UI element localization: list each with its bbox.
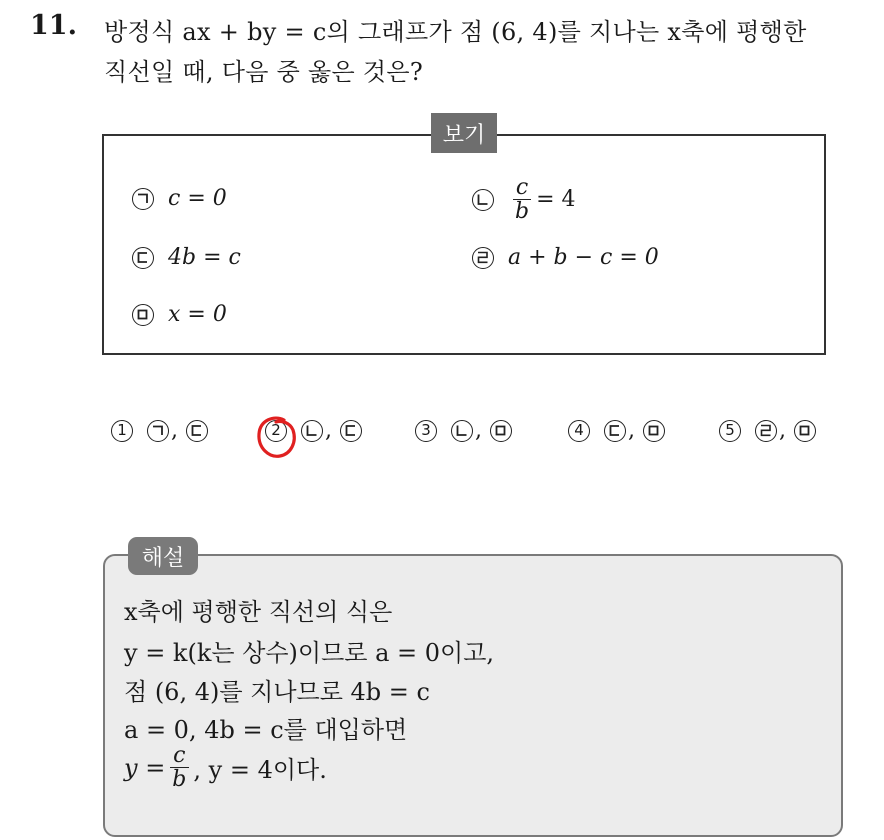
digeut-circle-icon: [186, 420, 208, 442]
mieum-circle-icon: [490, 420, 512, 442]
choice-number: 4: [568, 420, 590, 442]
answer-choices: [108, 418, 828, 458]
mieum-circle-icon: [132, 304, 154, 326]
choice-number: 2: [265, 420, 287, 442]
explanation-line-2: y = k(k는 상수)이므로 a = 0이고,: [124, 639, 495, 667]
nieun-circle-icon: [301, 420, 323, 442]
choice-number: 5: [719, 420, 741, 442]
bogi-item-giyeok: [132, 186, 227, 211]
explanation-line-1: x축에 평행한 직선의 식은: [124, 598, 393, 626]
fraction-numerator: c: [513, 176, 531, 200]
bogi-item-text: x = 0: [168, 302, 227, 327]
choice-1[interactable]: 1 ,: [111, 418, 210, 443]
digeut-circle-icon: [604, 420, 626, 442]
question-text-line1: 방정식 ax + by = c의 그래프가 점 (6, 4)를 지나는 x축에 평행한: [104, 18, 807, 46]
explanation-label: 해설: [128, 537, 198, 575]
fraction-c-over-b: [169, 744, 189, 791]
question-number: 11.: [30, 10, 77, 41]
bogi-item-nieun: [472, 176, 576, 223]
rieul-circle-icon: [755, 420, 777, 442]
equation-prefix: y =: [124, 753, 166, 782]
mieum-circle-icon: [794, 420, 816, 442]
digeut-circle-icon: [340, 420, 362, 442]
bogi-item-rieul: [472, 245, 659, 270]
mieum-circle-icon: [643, 420, 665, 442]
choice-3[interactable]: 3 ,: [415, 418, 514, 443]
giyeok-circle-icon: [147, 420, 169, 442]
bogi-item-digeut: [132, 245, 241, 270]
selected-answer-circle-icon: [254, 414, 300, 464]
choice-5[interactable]: 5 ,: [719, 418, 818, 443]
bogi-label: 보기: [431, 113, 497, 153]
bogi-item-text: a + b − c = 0: [508, 245, 659, 270]
bogi-item-text: = 4: [536, 187, 576, 213]
bogi-item-mieum: [132, 302, 227, 327]
choice-number: 1: [111, 420, 133, 442]
explanation-line-3: 점 (6, 4)를 지나므로 4b = c: [124, 678, 430, 706]
explanation-line-5: [124, 744, 327, 791]
question-text-line2: 직선일 때, 다음 중 옳은 것은?: [104, 58, 424, 86]
fraction-numerator: c: [170, 744, 188, 768]
choice-number: 3: [415, 420, 437, 442]
bogi-item-text: 4b = c: [168, 245, 241, 270]
nieun-circle-icon: [472, 189, 494, 211]
rieul-circle-icon: [472, 247, 494, 269]
explanation-line-4: a = 0, 4b = c를 대입하면: [124, 716, 408, 744]
fraction-denominator: b: [515, 199, 530, 225]
digeut-circle-icon: [132, 247, 154, 269]
bogi-item-text: c = 0: [168, 186, 227, 211]
choice-4[interactable]: 4 ,: [568, 418, 667, 443]
giyeok-circle-icon: [132, 188, 154, 210]
nieun-circle-icon: [451, 420, 473, 442]
fraction-c-over-b: [512, 176, 532, 223]
choice-2[interactable]: 2 ,: [265, 418, 364, 443]
equation-suffix: , y = 4이다.: [193, 756, 327, 785]
fraction-denominator: b: [172, 767, 187, 793]
